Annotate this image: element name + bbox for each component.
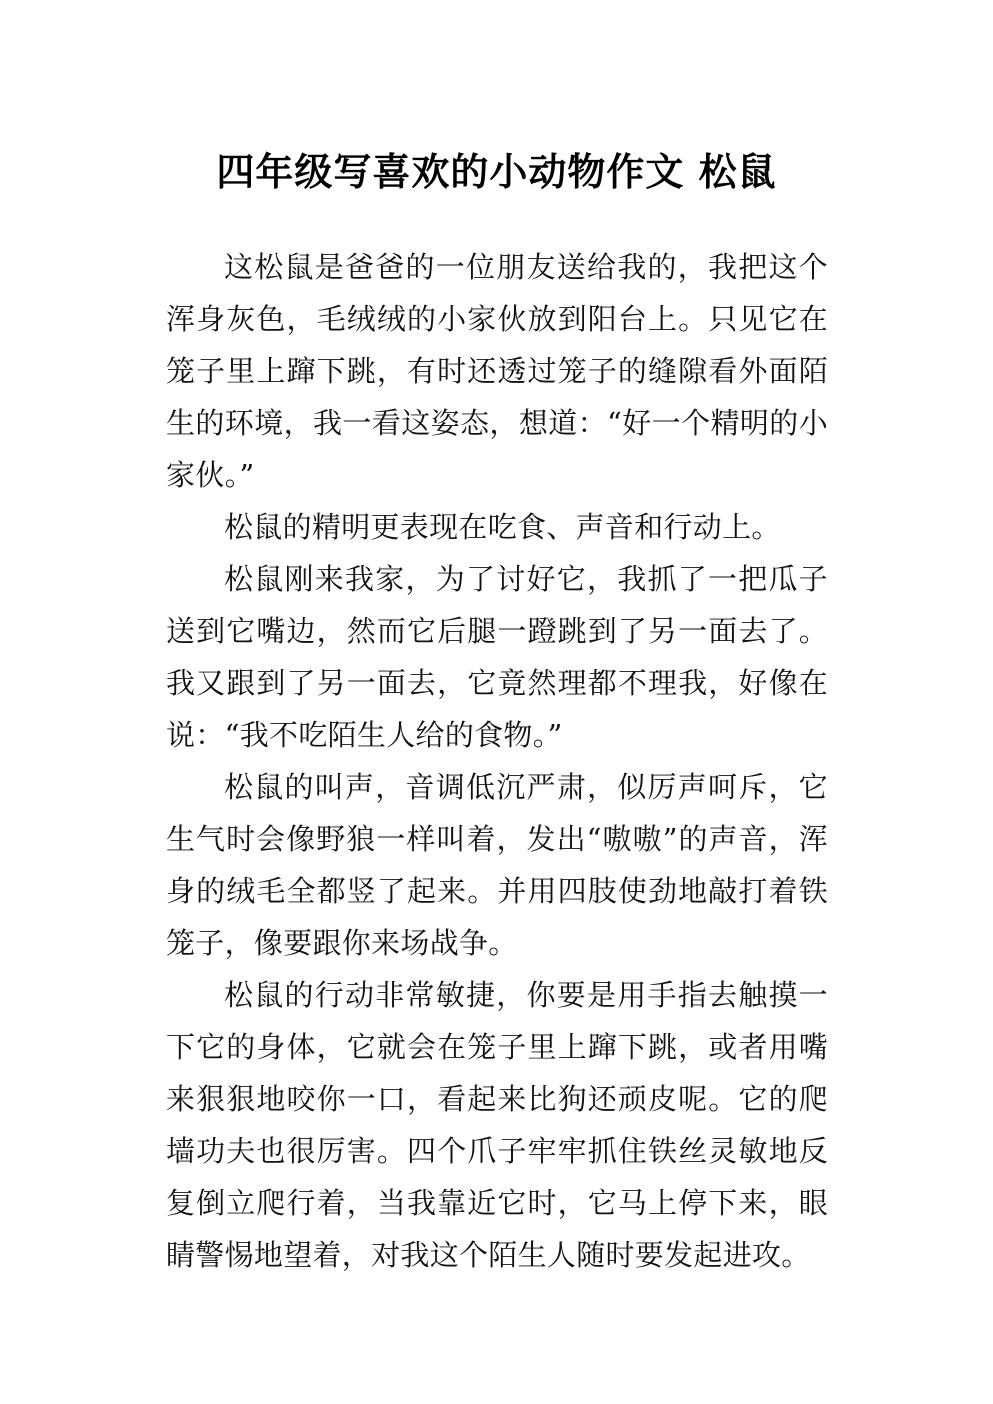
paragraph: 松鼠的叫声，音调低沉严肃，似厉声呵斥，它生气时会像野狼一样叫着，发出“嗷嗷”的声音，浑身的绒毛全都竖了起来。并用四肢使劲地敲打着铁笼子，像要跟你来场战争。 (166, 770, 828, 960)
document-body (166, 241, 828, 1281)
paragraph: 松鼠刚来我家，为了讨好它，我抓了一把瓜子送到它嘴边，然而它后腿一蹬跳到了另一面去了。我又跟到了另一面去，它竟然理都不理我，好像在说：“我不吃陌生人给的食物。” (166, 562, 828, 752)
document-title: 四年级写喜欢的小动物作文 松鼠 (216, 150, 777, 195)
paragraph: 这松鼠是爸爸的一位朋友送给我的，我把这个浑身灰色，毛绒绒的小家伙放到阳台上。只见它在笼子里上蹿下跳，有时还透过笼子的缝隙看外面陌生的环境，我一看这姿态，想道：“好一个精明的小家伙。” (166, 250, 828, 492)
paragraph: 松鼠的行动非常敏捷，你要是用手指去触摸一下它的身体，它就会在笼子里上蹿下跳，或者用嘴来狠狠地咬你一口，看起来比狗还顽皮呢。它的爬墙功夫也很厉害。四个爪子牢牢抓住铁丝灵敏地反复倒立爬行着，当我靠近它时，它马上停下来，眼睛警惕地望着，对我这个陌生人随时要发起进攻。 (166, 978, 828, 1272)
paragraph: 松鼠的精明更表现在吃食、声音和行动上。 (224, 510, 781, 544)
